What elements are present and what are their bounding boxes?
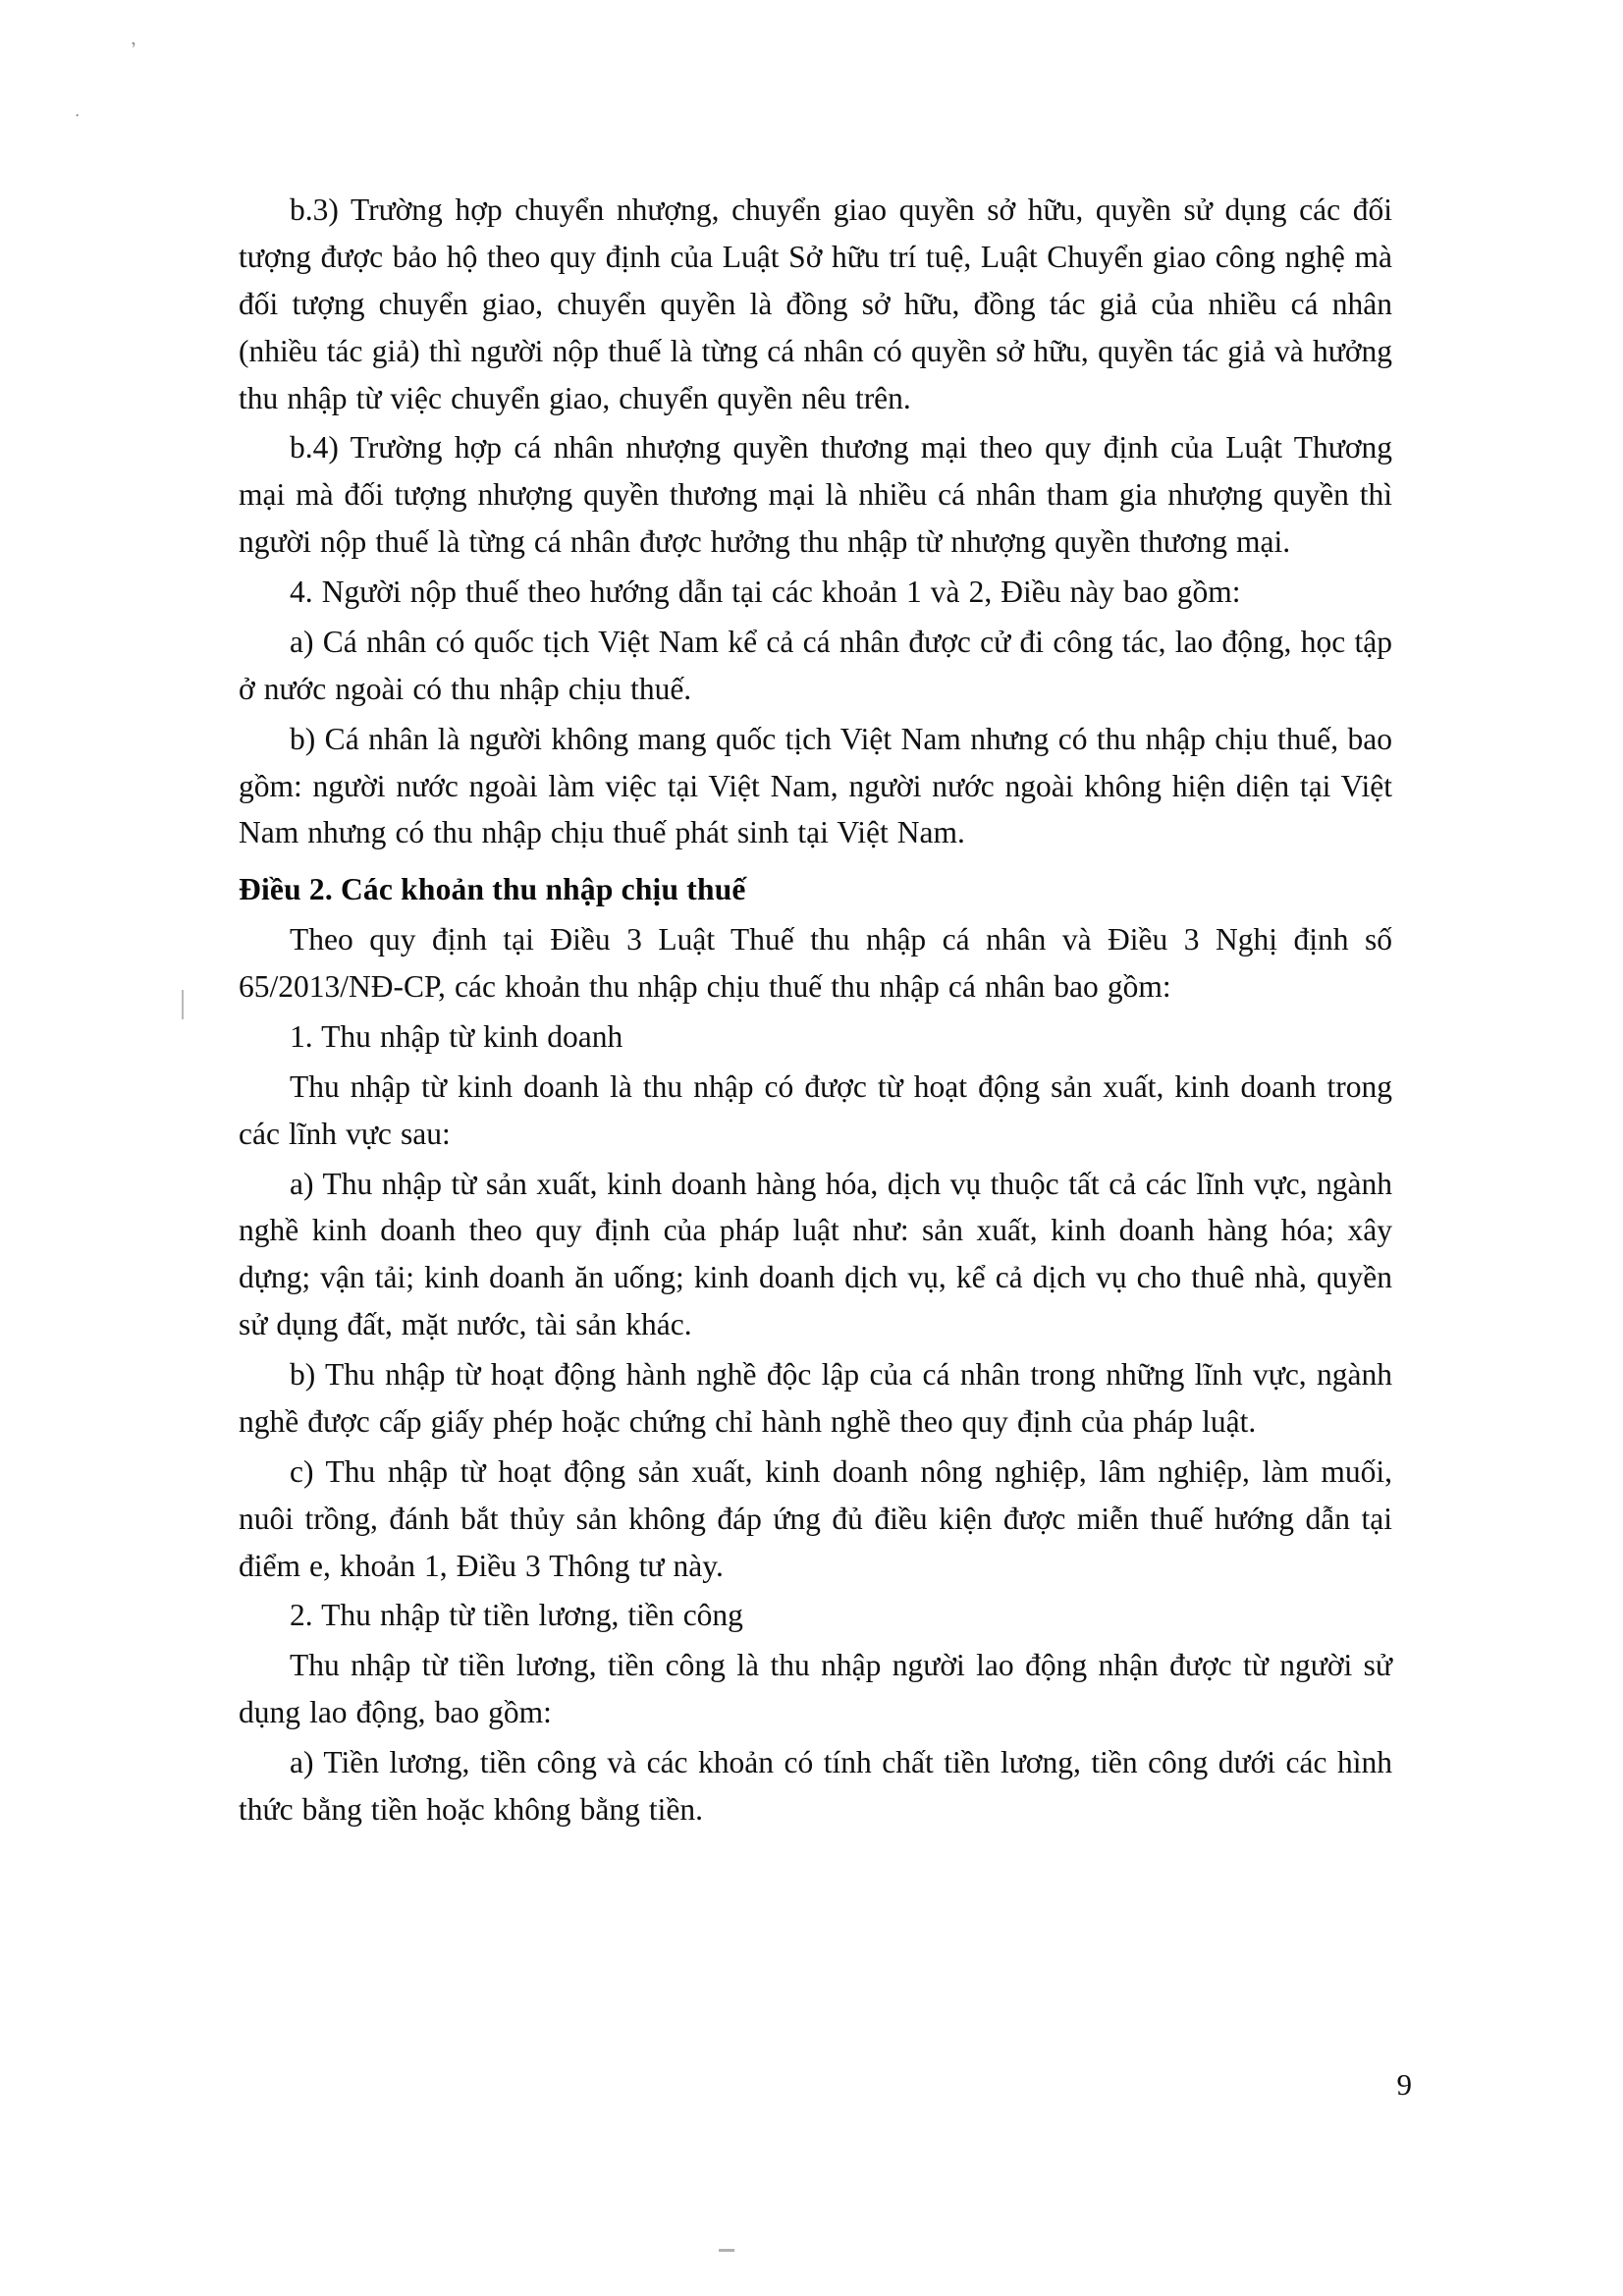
ink-speck-secondary-icon: · — [71, 104, 83, 126]
paragraph-muc-2: 2. Thu nhập từ tiền lương, tiền công — [290, 1598, 743, 1633]
page-number: 9 — [1396, 2067, 1412, 2102]
paragraph-muc-1c: c) Thu nhập từ hoạt động sản xuất, kinh doanh nông nghiệp, lâm nghiệp, làm muối, nuôi trồng, đánh bắt thủy sản không đáp ứng đủ điều kiện được miễn thuế hướng dẫn tại điểm e, khoản 1, Điều 3 Thông tư này. — [239, 1453, 1392, 1583]
bottom-tick-icon — [719, 2249, 734, 2252]
ink-speck-icon: ʼ — [129, 37, 140, 61]
paragraph-muc-2a: a) Tiền lương, tiền công và các khoản có tính chất tiền lương, tiền công dưới các hình thức bằng tiền hoặc không bằng tiền. — [239, 1745, 1392, 1827]
paragraph-b4: b.4) Trường hợp cá nhân nhượng quyền thương mại theo quy định của Luật Thương mại mà đối tượng nhượng quyền thương mại là nhiều cá nhân tham gia nhượng quyền thì người nộp thuế là từng cá nhân được hưởng thu nhập từ nhượng quyền thương mại. — [239, 430, 1392, 560]
paragraph-item-4a: a) Cá nhân có quốc tịch Việt Nam kể cả cá nhân được cử đi công tác, lao động, học tập ở nước ngoài có thu nhập chịu thuế. — [239, 624, 1392, 706]
section-heading-dieu-2: Điều 2. Các khoản thu nhập chịu thuế — [239, 872, 746, 907]
margin-tick-icon — [182, 990, 184, 1019]
paragraph-item-4: 4. Người nộp thuế theo hướng dẫn tại các khoản 1 và 2, Điều này bao gồm: — [290, 574, 1241, 609]
paragraph-muc-2-intro: Thu nhập từ tiền lương, tiền công là thu nhập người lao động nhận được từ người sử dụng lao động, bao gồm: — [239, 1648, 1392, 1730]
paragraph-b3: b.3) Trường hợp chuyển nhượng, chuyển giao quyền sở hữu, quyền sử dụng các đối tượng được bảo hộ theo quy định của Luật Sở hữu trí tuệ, Luật Chuyển giao công nghệ mà đối tượng chuyển giao, chuyển quyền là đồng sở hữu, đồng tác giả của nhiều cá nhân (nhiều tác giả) thì người nộp thuế là từng cá nhân có quyền sở hữu, quyền tác giả và hưởng thu nhập từ việc chuyển giao, chuyển quyền nêu trên. — [239, 192, 1392, 415]
paragraph-item-4b: b) Cá nhân là người không mang quốc tịch Việt Nam nhưng có thu nhập chịu thuế, bao gồm: người nước ngoài làm việc tại Việt Nam, người nước ngoài không hiện diện tại Việt Nam nhưng có thu nhập chịu thuế phát sinh tại Việt Nam. — [239, 721, 1392, 850]
paragraph-muc-1b: b) Thu nhập từ hoạt động hành nghề độc lập của cá nhân trong những lĩnh vực, ngành nghề được cấp giấy phép hoặc chứng chỉ hành nghề theo quy định của pháp luật. — [239, 1357, 1392, 1439]
paragraph-dieu-2-intro: Theo quy định tại Điều 3 Luật Thuế thu nhập cá nhân và Điều 3 Nghị định số 65/2013/NĐ-CP, các khoản thu nhập chịu thuế thu nhập cá nhân bao gồm: — [239, 922, 1392, 1004]
paragraph-muc-1a: a) Thu nhập từ sản xuất, kinh doanh hàng hóa, dịch vụ thuộc tất cả các lĩnh vực, ngành nghề kinh doanh theo quy định của pháp luật như: sản xuất, kinh doanh hàng hóa; xây dựng; vận tải; kinh doanh ăn uống; kinh doanh dịch vụ, kể cả dịch vụ cho thuê nhà, quyền sử dụng đất, mặt nước, tài sản khác. — [239, 1166, 1392, 1342]
paragraph-muc-1: 1. Thu nhập từ kinh doanh — [290, 1018, 623, 1054]
document-body — [239, 187, 1392, 1836]
paragraph-muc-1-intro: Thu nhập từ kinh doanh là thu nhập có được từ hoạt động sản xuất, kinh doanh trong các lĩnh vực sau: — [239, 1068, 1392, 1151]
